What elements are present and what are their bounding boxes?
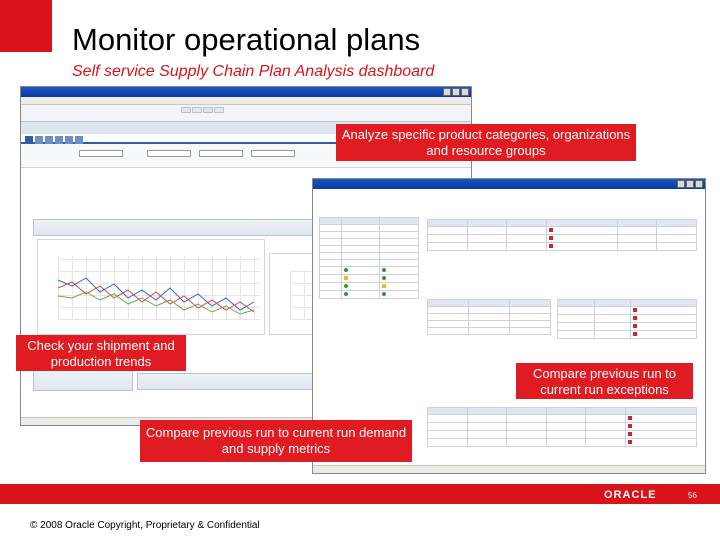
browser-menubar	[21, 97, 471, 105]
callout-shipment: Check your shipment and production trends	[16, 335, 186, 371]
demand-supply-header	[33, 369, 133, 391]
status-bar	[313, 465, 705, 473]
app-header	[21, 105, 471, 122]
window-controls	[443, 88, 469, 96]
slide-title: Monitor operational plans	[72, 22, 421, 57]
minimize-icon	[443, 88, 451, 96]
maximize-icon	[686, 180, 694, 188]
shipments-section-header	[33, 219, 323, 236]
demand-exception-table	[427, 219, 697, 251]
footer-oracle-logo: ORACLE	[604, 489, 657, 501]
callout-exceptions: Compare previous run to current run exceptions	[516, 363, 693, 399]
demand-exception-header	[137, 373, 317, 390]
shipments-chart-lines	[38, 240, 266, 336]
copyright-text: © 2008 Oracle Copyright, Proprietary & Confidential	[30, 520, 260, 531]
callout-demand: Compare previous run to current run demand and supply metrics	[140, 420, 412, 462]
shipments-chart	[37, 239, 265, 335]
callout-analyze: Analyze specific product categories, organizations and resource groups	[336, 124, 636, 161]
maximize-icon	[452, 88, 460, 96]
browser-titlebar	[21, 87, 471, 97]
prompt-field	[147, 148, 191, 157]
prompt-field	[79, 148, 123, 157]
browser-titlebar	[313, 179, 705, 189]
red-corner-square	[0, 0, 52, 52]
slide-subtitle: Self service Supply Chain Plan Analysis dashboard	[72, 63, 435, 80]
prompt-field	[251, 148, 295, 157]
minimize-icon	[677, 180, 685, 188]
close-icon	[695, 180, 703, 188]
prompt-field	[199, 148, 243, 157]
alternate-source-table	[557, 299, 697, 339]
close-icon	[461, 88, 469, 96]
page-number: 56	[688, 491, 697, 500]
inventory-exception-table	[427, 299, 551, 335]
window-controls	[677, 180, 703, 188]
demand-supply-summary-table	[319, 217, 419, 299]
resource-exception-table	[427, 407, 697, 447]
app-nav-tabs	[181, 107, 224, 113]
